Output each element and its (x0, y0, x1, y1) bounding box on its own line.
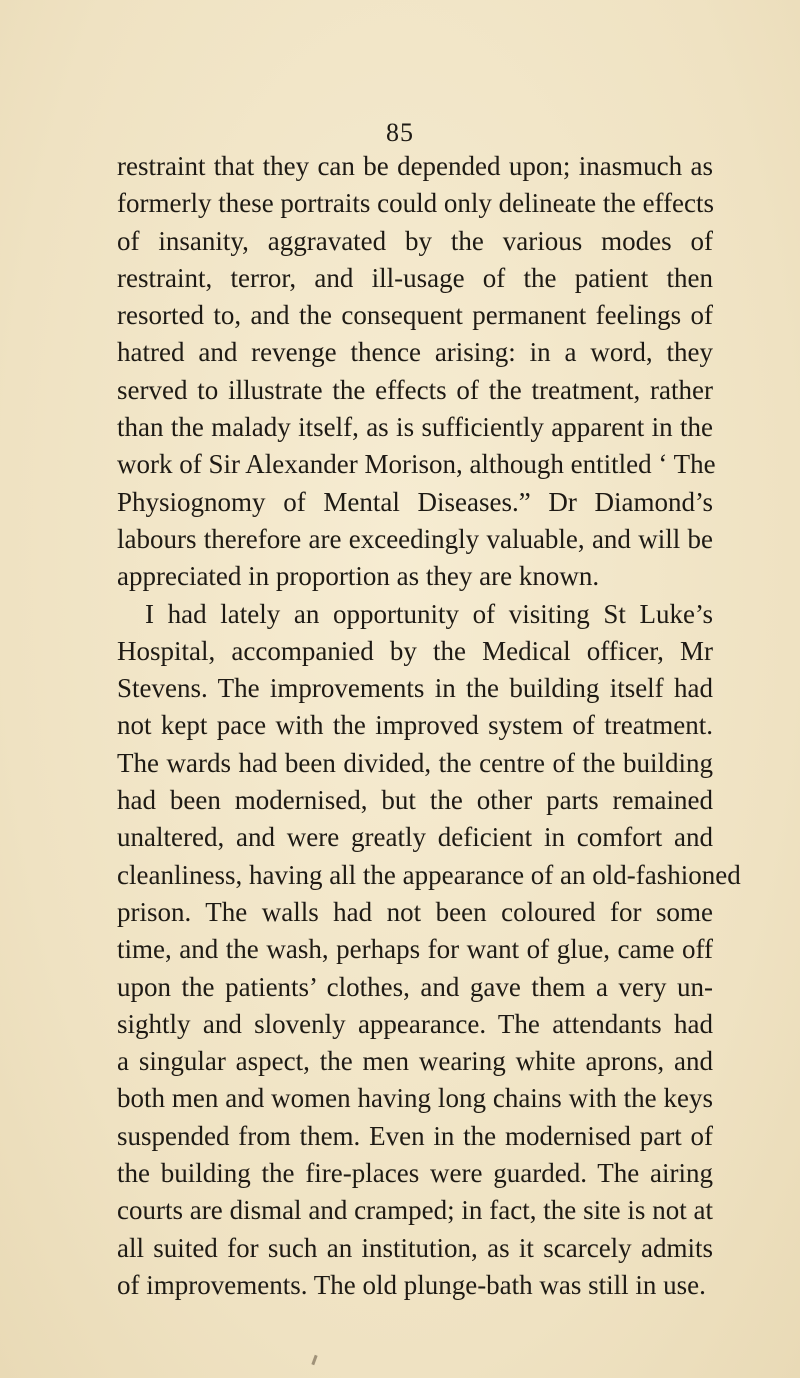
text-line: of insanity, aggravated by the various modes of (117, 225, 713, 256)
text-line: sightly and slovenly appearance. The attendants had (117, 1008, 713, 1039)
page-number: 85 (386, 118, 414, 147)
text-line: appreciated in proportion as they are known. (117, 561, 600, 592)
text-line: the building the fire-places were guarded. The airing (117, 1158, 713, 1189)
text-line: restraint that they can be depended upon; inasmuch as (117, 151, 713, 181)
text-line: upon the patients’ clothes, and gave them a very un- (117, 971, 713, 1002)
text-line: I had lately an opportunity of visiting St Luke’s (145, 598, 713, 629)
text-line: The wards had been divided, the centre of the building (117, 747, 713, 778)
text-line: unaltered, and were greatly deficient in comfort and (117, 822, 713, 853)
ink-speck (311, 1355, 317, 1365)
text-line: restraint, terror, and ill-usage of the patient then (117, 262, 713, 293)
text-line: time, and the wash, perhaps for want of glue, came off (117, 934, 713, 965)
text-line: Physiognomy of Mental Diseases.” Dr Diamond’s (117, 486, 713, 517)
text-line: courts are dismal and cramped; in fact, the site is not at (117, 1195, 713, 1226)
text-line: of improvements. The old plunge-bath was still in use. (117, 1269, 706, 1300)
text-line: cleanliness, having all the appearance of an old-fashioned (117, 859, 741, 890)
text-line: Hospital, accompanied by the Medical officer, Mr (117, 635, 713, 666)
text-line: labours therefore are exceedingly valuable, and will be (117, 523, 713, 554)
text-line: all suited for such an institution, as it scarcely admits (117, 1232, 713, 1263)
text-line: had been modernised, but the other parts remained (117, 785, 713, 816)
text-line: both men and women having long chains with the keys (117, 1083, 713, 1114)
text-line: work of Sir Alexander Morison, although entitled ‘ The (117, 449, 716, 480)
text-line: Stevens. The improvements in the building itself had (117, 673, 713, 704)
text-line: a singular aspect, the men wearing white aprons, and (117, 1046, 713, 1077)
text-line: resorted to, and the consequent permanent feelings of (117, 300, 713, 331)
text-line: than the malady itself, as is sufficiently apparent in the (117, 412, 713, 443)
body-text (117, 148, 741, 1304)
text-line: formerly these portraits could only delineate the effects (117, 188, 715, 219)
text-line: served to illustrate the effects of the treatment, rather (117, 374, 713, 405)
text-line: suspended from them. Even in the modernised part of (117, 1120, 713, 1151)
text-line: hatred and revenge thence arising: in a word, they (117, 337, 713, 368)
text-line: prison. The walls had not been coloured for some (117, 896, 713, 927)
text-line: not kept pace with the improved system of treatment. (117, 710, 713, 741)
